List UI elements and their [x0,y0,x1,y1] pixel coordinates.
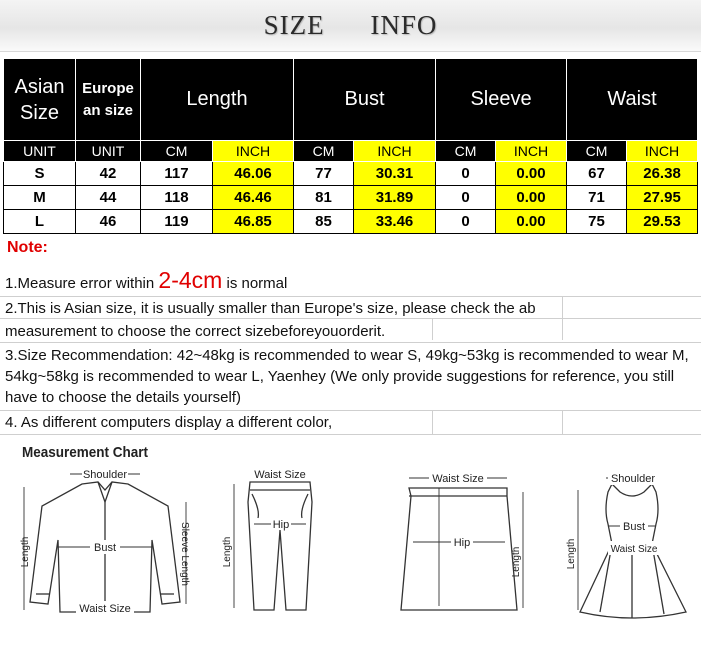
measurement-chart-title: Measurement Chart [22,444,149,461]
divider [0,434,701,435]
table-cell: 29.53 [627,210,698,234]
note-1 [5,267,287,294]
table-cell: 85 [294,210,354,234]
header-asian-size [4,59,76,141]
table-cell: L [4,210,76,234]
table-cell: S [4,162,76,186]
header-asian-line1: Asian [14,75,65,98]
table-cell: M [4,186,76,210]
divider [432,410,433,434]
note-4: 4. As different computers display a different color, [5,414,333,431]
unit-cell: INCH [354,141,436,162]
table-row [4,162,698,186]
note-1-highlight: 2-4cm [158,267,223,293]
skirt-illustration [395,462,535,622]
shirt-illustration [10,462,200,622]
table-row [4,186,698,210]
table-cell: 77 [294,162,354,186]
divider [0,342,701,343]
table-cell: 30.31 [354,162,436,186]
header-europe-line2: an size [82,101,134,119]
shirt-bust-label: Bust [93,542,117,554]
table-cell: 0 [436,210,496,234]
table-cell: 0.00 [496,186,567,210]
note-3: 3.Size Recommendation: 42~48kg is recommended to wear S, 49kg~53kg is recommended to wear M, 54kg~58kg is recommended to wear L, Yaenhey (We only provide suggestions for reference, you still have to choose the details yourself) [5,347,689,406]
header-europe-size [76,59,141,141]
header-asian-line2: Size [20,101,59,124]
pants-illustration [212,462,322,622]
table-cell: 46.46 [213,186,294,210]
note-1-post: is normal [222,275,288,292]
note-1-pre: 1.Measure error within [5,275,159,292]
note-2b: measurement to choose the correct sizebeforeyouorderit. [5,323,386,340]
note-2a: 2.This is Asian size, it is usually smaller than Europe's size, please check the ab [5,300,536,317]
unit-cell: CM [436,141,496,162]
table-cell: 0.00 [496,210,567,234]
table-cell: 44 [76,186,141,210]
shirt-waist-label: Waist Size [79,603,131,615]
header-waist: Waist [567,59,698,141]
table-row [4,210,698,234]
skirt-waist-label: Waist Size [432,473,484,485]
table-cell: 46 [76,210,141,234]
header-sleeve: Sleeve [436,59,567,141]
shirt-length-label: Length [20,536,31,568]
table-cell: 119 [141,210,213,234]
table-cell: 31.89 [354,186,436,210]
dress-illustration [560,462,695,627]
table-cell: 46.85 [213,210,294,234]
divider [0,318,701,319]
pants-waist-label: Waist Size [254,469,306,481]
divider [432,318,433,340]
divider [0,410,701,411]
divider [0,296,701,297]
title-banner [0,0,701,52]
skirt-hip-label: Hip [453,537,471,549]
unit-cell: CM [294,141,354,162]
shirt-shoulder-label: Shoulder [82,469,128,481]
table-cell: 71 [567,186,627,210]
unit-cell: INCH [627,141,698,162]
table-cell: 118 [141,186,213,210]
table-cell: 27.95 [627,186,698,210]
table-cell: 67 [567,162,627,186]
table-cell: 0 [436,162,496,186]
unit-cell: CM [567,141,627,162]
size-table [3,58,698,234]
header-europe-line1: Europe [82,79,134,97]
dress-waist-label: Waist Size [610,544,658,555]
divider [562,318,563,340]
header-row [4,59,698,141]
table-cell: 75 [567,210,627,234]
table-cell: 33.46 [354,210,436,234]
table-cell: 117 [141,162,213,186]
table-cell: 0 [436,186,496,210]
header-bust: Bust [294,59,436,141]
pants-length-label: Length [222,536,233,568]
table-cell: 81 [294,186,354,210]
dress-length-label: Length [566,538,577,570]
unit-cell: UNIT [4,141,76,162]
divider [562,410,563,434]
dress-bust-label: Bust [622,521,646,533]
table-cell: 0.00 [496,162,567,186]
unit-cell: INCH [496,141,567,162]
dress-shoulder-label: Shoulder [610,473,656,485]
header-length: Length [141,59,294,141]
unit-cell: CM [141,141,213,162]
unit-cell: INCH [213,141,294,162]
unit-cell: UNIT [76,141,141,162]
skirt-length-label: Length [511,546,522,578]
pants-hip-label: Hip [272,519,290,531]
table-cell: 46.06 [213,162,294,186]
divider [562,296,563,318]
banner-title: SIZE INFO [263,10,438,40]
note-title: Note: [7,239,48,256]
table-cell: 42 [76,162,141,186]
unit-row [4,141,698,162]
table-cell: 26.38 [627,162,698,186]
shirt-sleeve-label: Sleeve Length [179,522,190,586]
